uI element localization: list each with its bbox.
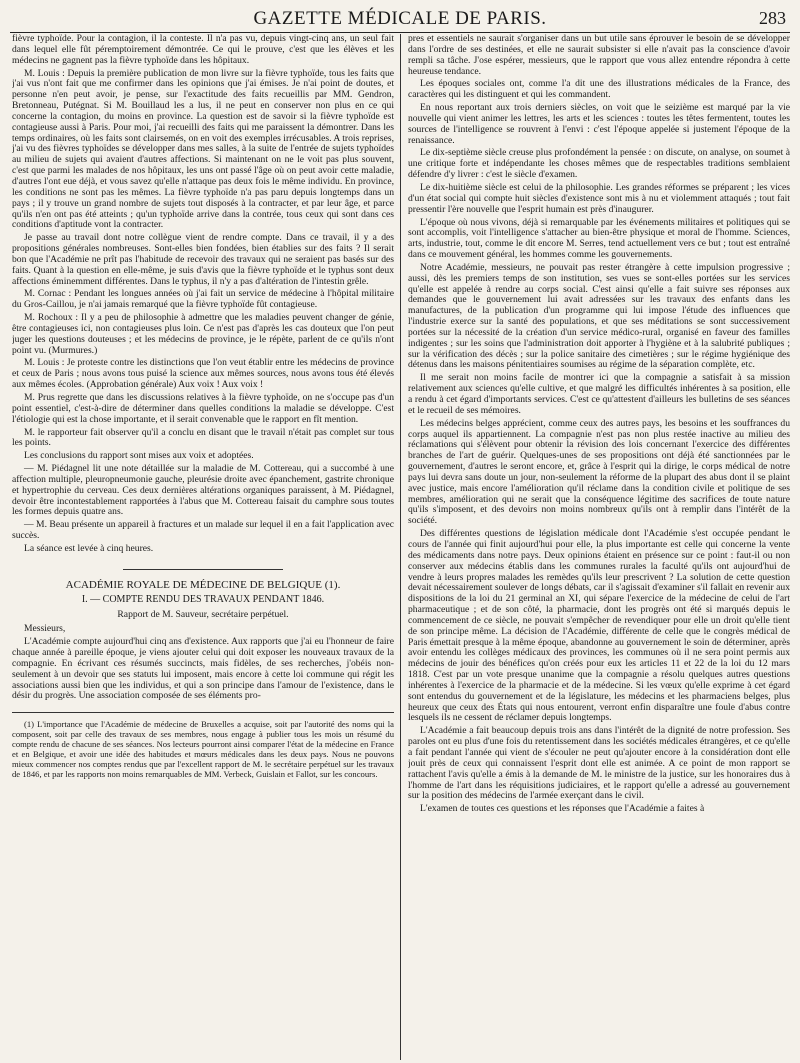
paragraph: L'Académie compte aujourd'hui cinq ans d'existence. Aux rapports que j'ai eu l'honneur de faire chaque année à pareille époque, je viens ajouter celui qui doit exposer les nouveaux travaux de la compagnie. En écrivant ces résumés succincts, mais fidèles, de ses recherches, j'obéis non-seulement à un devoir que ses statuts lui imposent, mais encore à cette loi commune qui régit les associations aussi bien que les individus, et qui a son principe dans l'amour de l'existence, dans le désir du progrès. Une association composée de ses éléments pro- (12, 636, 394, 702)
paragraph: Le dix-septième siècle creuse plus profondément la pensée : on discute, on analyse, on soumet à une critique forte et indépendante les choses mêmes que de respectables traditions semblaient défendre d'y livrer : c'est le siècle d'examen. (408, 147, 790, 181)
paragraph: Les conclusions du rapport sont mises aux voix et adoptées. (24, 450, 254, 462)
paragraph: Les médecins belges apprécient, comme ceux des autres pays, les besoins et les souffrances du corps auquel ils appartiennent. La compagnie n'est pas non plus restée inactive au milieu des réclamations qui s'élèvent pour obtenir la révision des lois concernant l'exercice des différentes branches de l'art de guérir. Quelques-unes de ses propositions ont déjà été sanctionnées par le gouvernement, d'autres le seront encore, et, grâce à l'esprit qui la dirige, le corps médical de notre pays lui devra sans doute un jour, non-seulement la réforme de la plupart des abus dont il se plaint avec justice, mais encore l'amélioration qu'il réclame dans la condition civile et politique de ses membres, amélioration qui ne serait que la conséquence légitime des sacrifices de toute nature qu'ils s'imposent, et des devoirs non moins nombreux qu'ils ont à remplir dans l'intérêt de la société. (408, 417, 790, 527)
paragraph: Des différentes questions de législation médicale dont l'Académie s'est occupée pendant le cours de l'année qui finit aujourd'hui pour elle, la plus importante est celle qui concerne la vente des médicaments dans notre pays. Deux opinions étaient en présence sur ce point : faut-il ou non conserver aux médecins établis dans les communes rurales la faculté qu'ils ont aujourd'hui de vendre à leurs propres malades les remèdes qu'ils leur prescrivent ? La solution de cette question devait nécessairement soulever de longs débats, car il s'agissait d'examiner s'il fallait en revenir aux dispositions de la loi du 21 germinal an XI, qui sépare l'exercice de la médecine de celui de l'art pharmaceutique ; et de son côté, la pharmacie, dont les progrès ont été si marqués depuis le commencement de ce siècle, ne pouvait s'empêcher de revendiquer pour elle un droit qu'elle tient de son principe même. La décision de l'Académie, différente de celle que le congrès médical de Paris émettait presque à la même époque, abandonne au gouvernement le soin de déterminer, après avoir entendu les collèges médicaux des provinces, les communes où il ne sera point permis aux médecins de jouir des bénéfices qu'on créés pour eux les articles 11 et 22 de la loi du 12 mars 1818. C'est par un vote presque unanime que la compagnie a résolu quelques autres questions inhérentes à l'exercice de la pharmacie et de la médecine. Si les vœux qu'elle exprime à cet égard sont entendus du gouvernement et de la législature, les médecins et les pharmaciens belges, plus heureux que ceux des États qui nous entourent, verront enfin disparaître une foule d'abus contre lesquels ils ne cessent de réclamer depuis longtemps. (408, 528, 790, 724)
paragraph: pres et essentiels ne saurait s'organiser dans un but utile sans éprouver le besoin de se développer dans l'ordre de ses destinées, et elle ne saurait subsister si elle n'avait pas la conscience d'avoir rempli sa tâche. J'ose espérer, messieurs, que le rapport que vous allez entendre répondra à cette heureuse tendance. (408, 34, 790, 77)
paragraph: M. Cornac : Pendant les longues années où j'ai fait un service de médecine à l'hôpital militaire du Gros-Caillou, je n'ai jamais remarqué que la fièvre typhoïde fût contagieuse. (12, 288, 394, 311)
paragraph: L'Académie a fait beaucoup depuis trois ans dans l'intérêt de la dignité de notre profession. Ses paroles ont eu plus d'une fois du retentissement dans les sociétés médicales étrangères, et ce qu'elle a fait pendant l'année qui vient de s'écouler ne peut qu'ajouter encore à la considération dont elle jouit près de ceux qui connaissent l'esprit dont elle est animée. A ce point de mon rapport se rattachent l'avis qu'elle a émis à la demande de M. le ministre de la justice, sur les honoraires dus à l'homme de l'art dans les réquisitions judiciaires, et le rapport qu'elle a adressé au gouvernement sur la position des médecins de l'armée exerçant dans le civil. (408, 725, 790, 802)
paragraph: L'examen de toutes ces questions et les réponses que l'Académie a faites à (420, 803, 705, 815)
paragraph: L'époque où nous vivons, déjà si remarquable par les événements militaires et politiques qui se sont accomplis, voit l'intelligence s'attacher au bien-être physique et moral de l'homme. Sciences, arts, industrie, tout, comme le dit encore M. Serres, tend actuellement vers ce but ; tout est entraîné dans ce mouvement général, les hommes comme les gouvernements. (408, 216, 790, 261)
left-column (12, 34, 394, 1060)
section-divider (123, 569, 283, 570)
right-column (408, 34, 790, 1060)
section-subtitle: I. — COMPTE RENDU DES TRAVAUX PENDANT 1846. (81, 593, 325, 605)
column-rule (400, 34, 401, 1060)
paragraph: M. Prus regrette que dans les discussions relatives à la fièvre typhoïde, on ne s'occupe pas d'un point essentiel, c'est-à-dire de déterminer dans quelles conditions la maladie se développe. C'est l'étiologie qui est la chose importante, et il serait convenable que le rapport en fît mention. (12, 392, 394, 425)
paragraph: Je passe au travail dont notre collègue vient de rendre compte. Dans ce travail, il y a des propositions générales nombreuses. Sont-elles bien fondées, bien établies sur des faits ? Il serait bon que l'Académie ne prît pas l'habitude de recevoir des travaux qui ne seraient pas basés sur des faits. Quant à la question en elle-même, je suis d'avis que la fièvre typhoïde et le typhus sont deux affections éminemment différentes. Dans le typhus, il n'y a pas d'altération de l'intestin grêle. (12, 232, 394, 287)
paragraph: Le dix-huitième siècle est celui de la philosophie. Les grandes réformes se préparent ; les vices d'un état social qui compte huit siècles d'existence sont mis à nu et violemment attaqués ; tout fait pressentir l'ère nouvelle que l'esprit humain est près d'inaugurer. (408, 181, 790, 215)
section-byline: Rapport de M. Sauveur, secrétaire perpétuel. (117, 608, 289, 620)
paragraph: La séance est levée à cinq heures. (24, 542, 154, 554)
page-number: 283 (759, 8, 786, 28)
footnote-divider (12, 712, 394, 713)
paragraph: En nous reportant aux trois derniers siècles, on voit que le seizième est marqué par la vie nouvelle qui vient animer les lettres, les arts et les sciences : toutes les têtes fermentent, toutes les sources de l'intelligence se rouvrent à l'envi : c'est l'époque appelée si justement l'époque de la renaissance. (408, 102, 790, 146)
paragraph: M. Rochoux : Il y a peu de philosophie à admettre que les maladies peuvent changer de génie, être contagieuses ici, non contagieuses plus loin. Ce n'est pas d'après les cas douteux que l'on peut juger les questions douteuses ; et les médecins de province, je le répète, parlent de ce qu'ils n'ont point vu. (Murmures.) (12, 312, 394, 356)
columns (12, 34, 790, 1060)
section-title: ACADÉMIE ROYALE DE MÉDECINE DE BELGIQUE (1). (65, 578, 341, 591)
paragraph: — M. Piédagnel lit une note détaillée sur la maladie de M. Cottereau, qui a succombé à une affection multiple, pleuropneumonie gauche, pleurésie droite avec épanchement, gastrite chronique et hypertrophie du cerveau. Ces deux dernières altérations organiques paraissent, à M. Piédagnel, devoir être incontestablement rapportées à l'abus que M. Cottereau faisait du camphre sous toutes les formes depuis quatre ans. (12, 463, 394, 518)
page-title: GAZETTE MÉDICALE DE PARIS. (253, 8, 547, 29)
salutation: Messieurs, (24, 623, 66, 635)
paragraph: fièvre typhoïde. Pour la contagion, il la conteste. Il n'a pas vu, depuis vingt-cinq ans, un seul fait dans lequel elle fût péremptoirement démontrée. Ce qui le prouve, c'est que les élèves et les médecins ne gagnent pas la fièvre typhoïde dans les hôpitaux. (12, 34, 394, 66)
paragraph: M. Louis : Je proteste contre les distinctions que l'on veut établir entre les médecins de province et ceux de Paris ; nous avons tous puisé la science aux mêmes sources, nous avons tous été élevés aux mêmes écoles. (Approbation générale) Aux voix ! Aux voix ! (12, 357, 394, 391)
paragraph: Il me serait non moins facile de montrer ici que la compagnie a satisfait à sa mission relativement aux sciences qu'elle cultive, et que malgré les difficultés inhérentes à sa position, elle a rendu à cet égard d'importants services. C'est ce qu'attestent d'ailleurs les bulletins de ses séances et le recueil de ses mémoires. (408, 372, 790, 416)
footnote: (1) L'importance que l'Académie de médecine de Bruxelles a acquise, soit par l'autorité des noms qui la composent, soit par celle des travaux de ses membres, nous engage à publier tous les mois un résumé du compte rendu de chacune de ses séances. Nos lecteurs pourront ainsi comparer l'état de la médecine en France et en Belgique, et avoir une idée des habitudes et mœurs médicales dans les deux pays. Nous ne pouvons mieux commencer nos comptes rendus que par l'excellent rapport de M. le secrétaire perpétuel sur les travaux de 1846, et par les rapports non moins remarquables de MM. Verbeck, Guislain et Fallot, sur les concours. (12, 719, 394, 780)
paragraph: M. Louis : Depuis la première publication de mon livre sur la fièvre typhoïde, tous les faits que j'ai vus n'ont fait que me confirmer dans les opinions que j'ai émises. Je n'ai point de doutes, et personne n'en peut avoir, je pense, sur l'exactitude des faits recueillis par MM. Gendron, Bretonneau, Putégnat. Si M. Bouillaud les a lus, il ne peut en conserver non plus en ce qui concerne la contagion, du moins en province. La question est de savoir si la fièvre typhoïde est contagieuse aussi à Paris. Pour moi, j'ai recueilli des faits qui me paraissent la démontrer. Dans les temps ordinaires, où les faits sont clairsemés, on en voit des exemples irrécusables. A trois reprises, j'ai vu des fièvres typhoïdes se développer dans mes salles, à la suite de l'entrée de sujets typhoïdes au milieu de sujets qui avaient d'autres affections. Si maintenant on ne le voit pas plus souvent, c'est que parmi les malades de nos hôpitaux, les uns ont passé l'âge où on peut avoir cette maladie, d'autres l'ont eue déjà, et vous savez qu'elle n'attaque pas deux fois le même individu. En province, les conditions ne sont pas les mêmes. La fièvre typhoïde n'a pas paru depuis longtemps dans un pays ; il y trouve un grand nombre de sujets tout disposés à la contracter, et par leur âge, et parce qu'ils n'en ont pas été atteints ; qu'un typhoïde arrive dans la contrée, tous ceux qui sont dans ces conditions d'aptitude vont la contracter. (12, 67, 394, 231)
paragraph: Les époques sociales ont, comme l'a dit une des illustrations médicales de la France, des caractères qui les distinguent et qui les commandent. (408, 78, 790, 101)
paragraph: M. le rapporteur fait observer qu'il a conclu en disant que le travail n'était pas complet sur tous les points. (12, 426, 394, 449)
paragraph: — M. Beau présente un appareil à fractures et un malade sur lequel il en a fait l'application avec succès. (12, 519, 394, 542)
page-header (10, 6, 790, 33)
paragraph: Notre Académie, messieurs, ne pouvait pas rester étrangère à cette impulsion progressive ; aussi, dès les premiers temps de son institution, ses vues se sont-elles portées sur les services qu'elle est appelée à rendre au corps social. C'est ainsi qu'elle a fait suivre ses réponses aux demandes que le gouvernement lui avait adressées sur les travaux des enfants dans les manufactures, de la publication d'un programme qui lui impose l'étude des influences que l'industrie exerce sur la santé des populations, et que ses méditations se sont successivement portées sur la nécessité de la création d'un service médico-rural, organisé en faveur des familles indigentes ; sur les soins que l'administration doit apporter à l'hygiène et à la salubrité publiques ; sur la vérification des décès ; sur la police sanitaire des cimetières ; sur le régime hygiénique des détenus dans les maisons pénitentiaires soumises au régime de la séparation complète, etc. (408, 261, 790, 371)
